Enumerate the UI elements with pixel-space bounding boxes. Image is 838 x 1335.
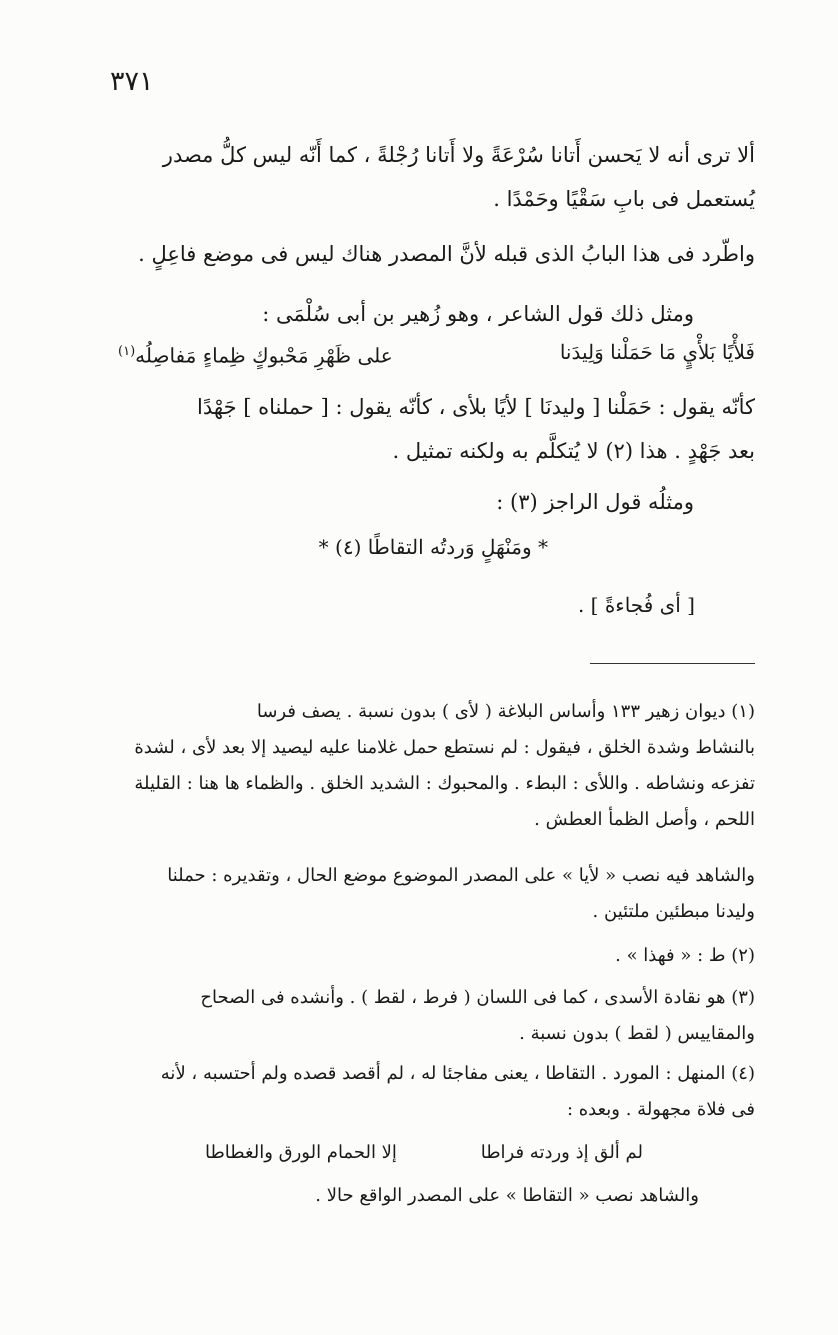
footnote-2 <box>82 938 755 974</box>
footnote-verse-hemistich-2 <box>205 1138 397 1168</box>
footnote-line: والمقاييس ( لقط ) بدون نسبة . <box>519 1023 755 1044</box>
footnote-4 <box>82 1056 755 1128</box>
verse-1-second <box>118 337 393 371</box>
body-line: ألا ترى أنه لا يَحسن أَتانا سُرْعَةً ولا أَتانا رُجْلةً ، كما أَنّه ليس كلُّ مصدر <box>162 143 755 167</box>
footnote-line: تفزعه ونشاطه . واللأى : البطء . والمحبوك : الشديد الخلق . والظماء ها هنا : القليلة <box>134 773 755 794</box>
verse-hemistich-1: فَلأْيًا بَلأْيٍ مَا حَمَلْنا وَلِيدَنا <box>559 340 755 364</box>
footnote-line: والشاهد نصب « التقاطا » على المصدر الواقع حالا . <box>315 1185 699 1206</box>
footnote-line: اللحم ، وأصل الظمأ العطش . <box>534 809 755 830</box>
footnote-line: (٣) هو نقادة الأسدى ، كما فى اللسان ( فرط ، لقط ) . وأنشده فى الصحاح <box>200 987 755 1008</box>
verse-text: لم ألق إذ وردته فراطا <box>480 1142 643 1163</box>
verse-hemistich-2: على ظَهْرِ مَحْبوكٍ ظِماءٍ مَفاصِلُه <box>135 343 393 368</box>
footnote-divider <box>590 663 755 664</box>
footnote-line: (١) ديوان زهير ١٣٣ وأساس البلاغة ( لأى ) بدون نسبة . يصف فرسا <box>256 701 755 722</box>
footnote-1 <box>82 694 755 838</box>
footnote-ref: (١) <box>118 344 136 359</box>
verse-text: إلا الحمام الورق والغطاطا <box>205 1142 397 1163</box>
footnote-line: وليدنا مبطئين ملتئين . <box>592 901 755 922</box>
footnote-line: (٢) ط : « فهذا » . <box>615 945 755 966</box>
body-paragraph-3 <box>82 292 694 336</box>
footnote-line: فى فلاة مجهولة . وبعده : <box>566 1099 755 1120</box>
body-line: بعد جَهْدٍ . هذا (٢) لا يُتكلَّم به ولكنه تمثيل . <box>392 439 755 463</box>
verse-2-gloss <box>578 590 695 620</box>
footnote-4-continued <box>82 1178 755 1214</box>
rajaz-verse: * ومَنْهَلٍ وَردتُه التقاطًا (٤) * <box>318 535 548 559</box>
page-number: ٣٧١ <box>110 66 154 97</box>
footnote-verse-hemistich-1 <box>481 1138 643 1168</box>
body-paragraph-1 <box>82 133 755 221</box>
gloss: [ أى فُجاءةً ] . <box>577 593 695 617</box>
footnote-line: (٤) المنهل : المورد . التقاطا ، يعنى مفاجئا له ، لم أقصد قصده ولم أحتسبه ، لأنه <box>160 1063 755 1084</box>
body-paragraph-5 <box>82 480 694 524</box>
body-line: ومثل ذلك قول الشاعر ، وهو زُهير بن أبى سُلْمَى : <box>262 302 694 326</box>
footnote-line: والشاهد فيه نصب « لأيا » على المصدر الموضوع موضع الحال ، وتقديره : حملنا <box>167 865 755 886</box>
body-line: واطّرد فى هذا البابُ الذى قبله لأنَّ المصدر هناك ليس فى موضع فاعِلٍ . <box>138 242 755 266</box>
verse-2 <box>319 532 548 562</box>
body-line: يُستعمل فى بابِ سَقْيًا وحَمْدًا . <box>493 187 755 211</box>
body-paragraph-4 <box>82 385 755 473</box>
body-line: كأنّه يقول : حَمَلْنا [ وليدنَا ] لأيًا بلأى ، كأنّه يقول : [ حملناه ] جَهْدًا <box>197 395 755 419</box>
footnote-3 <box>82 980 755 1052</box>
body-line: ومثلُه قول الراجز (٣) : <box>496 490 694 514</box>
footnote-line: بالنشاط وشدة الخلق ، فيقول : لم نستطع حمل غلامنا عليه ليصيد إلا بعد لأى ، لشدة <box>134 737 755 758</box>
footnote-1-continued <box>82 858 755 930</box>
verse-1 <box>560 337 755 367</box>
body-paragraph-2 <box>82 232 755 276</box>
